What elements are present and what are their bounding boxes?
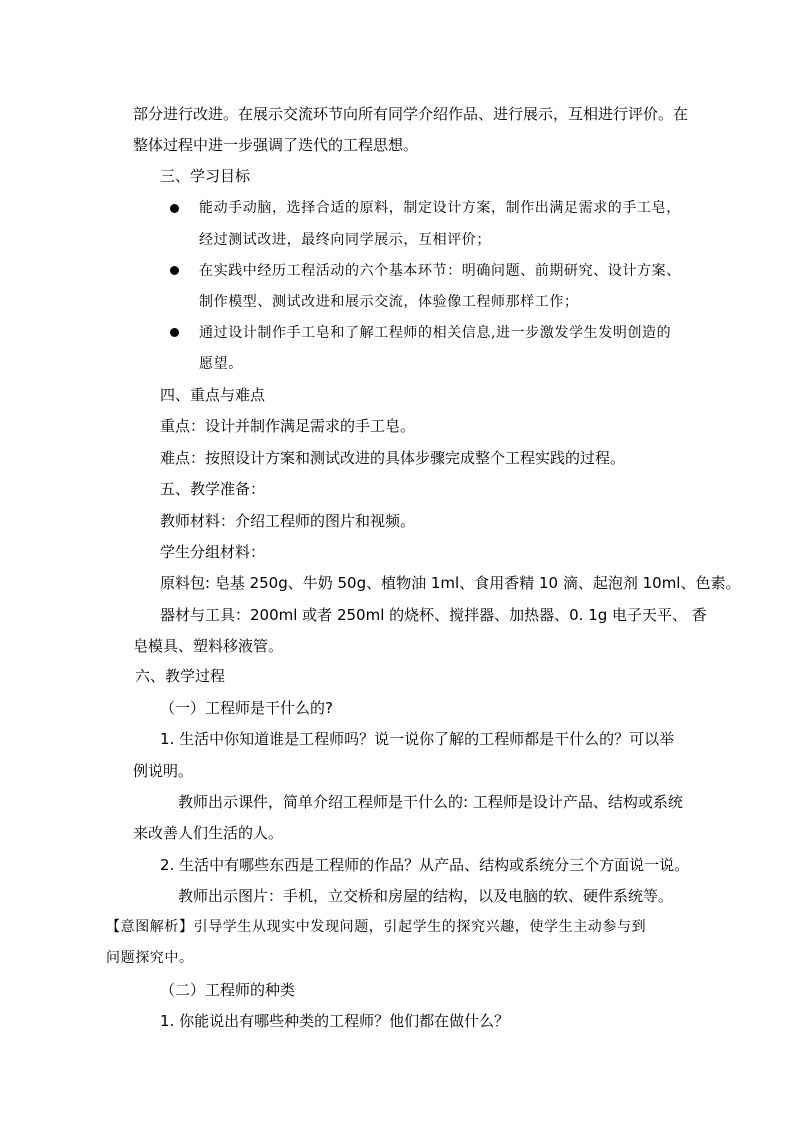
question-line: 例说明。 bbox=[133, 762, 194, 780]
question-line: 2. 生活中有哪些东西是工程师的作品？从产品、结构或系统分三个方面说一说。 bbox=[160, 856, 690, 874]
key-point: 重点：设计并制作满足需求的手工皂。 bbox=[160, 417, 416, 435]
objective-line: 制作模型、测试改进和展示交流，体验像工程师那样工作； bbox=[199, 294, 579, 310]
teacher-materials: 教师材料：介绍工程师的图片和视频。 bbox=[160, 512, 416, 530]
section-heading: 四、重点与难点 bbox=[160, 386, 266, 404]
objective-line: 在实践中经历工程活动的六个基本环节：明确问题、前期研究、设计方案、 bbox=[199, 263, 681, 279]
bullet-icon bbox=[170, 328, 179, 337]
equipment-line: 皂模具、塑料移液管。 bbox=[133, 637, 284, 655]
section-heading: 六、教学过程 bbox=[135, 667, 226, 685]
intent-analysis: 【意图解析】引导学生从现实中发现问题，引起学生的探究兴趣，使学生主动参与到 bbox=[106, 919, 647, 935]
section-heading: 三、学习目标 bbox=[160, 167, 251, 185]
question-line: 1. 生活中你知道谁是工程师吗？说一说你了解的工程师都是干什么的？可以举 bbox=[160, 730, 675, 748]
section-heading: 五、教学准备： bbox=[160, 480, 266, 498]
raw-materials: 原料包: 皂基 250g、牛奶 50g、植物油 1ml、食用香精 10 滴、起泡剂 10ml、色素。 bbox=[160, 574, 741, 592]
paragraph-line: 部分进行改进。在展示交流环节向所有同学介绍作品、进行展示，互相进行评价。在 bbox=[133, 105, 689, 123]
teacher-activity: 教师出示课件，简单介绍工程师是干什么的: 工程师是设计产品、结构或系统 bbox=[178, 793, 683, 811]
teacher-activity: 来改善人们生活的人。 bbox=[133, 824, 284, 842]
subsection-heading: （一）工程师是干什么的? bbox=[160, 699, 333, 717]
student-materials: 学生分组材料： bbox=[160, 543, 266, 561]
bullet-icon bbox=[170, 204, 179, 213]
equipment-line: 器材与工具：200ml 或者 250ml 的烧杯、搅拌器、加热器、0. 1g 电子天平、 香 bbox=[160, 606, 707, 624]
bullet-icon bbox=[170, 266, 179, 275]
objective-line: 愿望。 bbox=[199, 356, 243, 372]
question-line: 1. 你能说出有哪些种类的工程师？他们都在做什么？ bbox=[160, 1012, 510, 1030]
subsection-heading: （二）工程师的种类 bbox=[160, 981, 296, 999]
objective-line: 通过设计制作手工皂和了解工程师的相关信息,进一步激发学生发明创造的 bbox=[199, 325, 672, 341]
difficult-point: 难点：按照设计方案和测试改进的具体步骤完成整个工程实践的过程。 bbox=[160, 449, 626, 467]
objective-line: 能动手动脑，选择合适的原料，制定设计方案，制作出满足需求的手工皂， bbox=[199, 200, 681, 216]
intent-analysis: 问题探究中。 bbox=[106, 950, 194, 966]
paragraph-line: 整体过程中进一步强调了迭代的工程思想。 bbox=[133, 136, 419, 154]
teacher-activity: 教师出示图片：手机，立交桥和房屋的结构，以及电脑的软、硬件系统等。 bbox=[178, 887, 674, 905]
objective-line: 经过测试改进，最终向同学展示，互相评价； bbox=[199, 232, 491, 248]
